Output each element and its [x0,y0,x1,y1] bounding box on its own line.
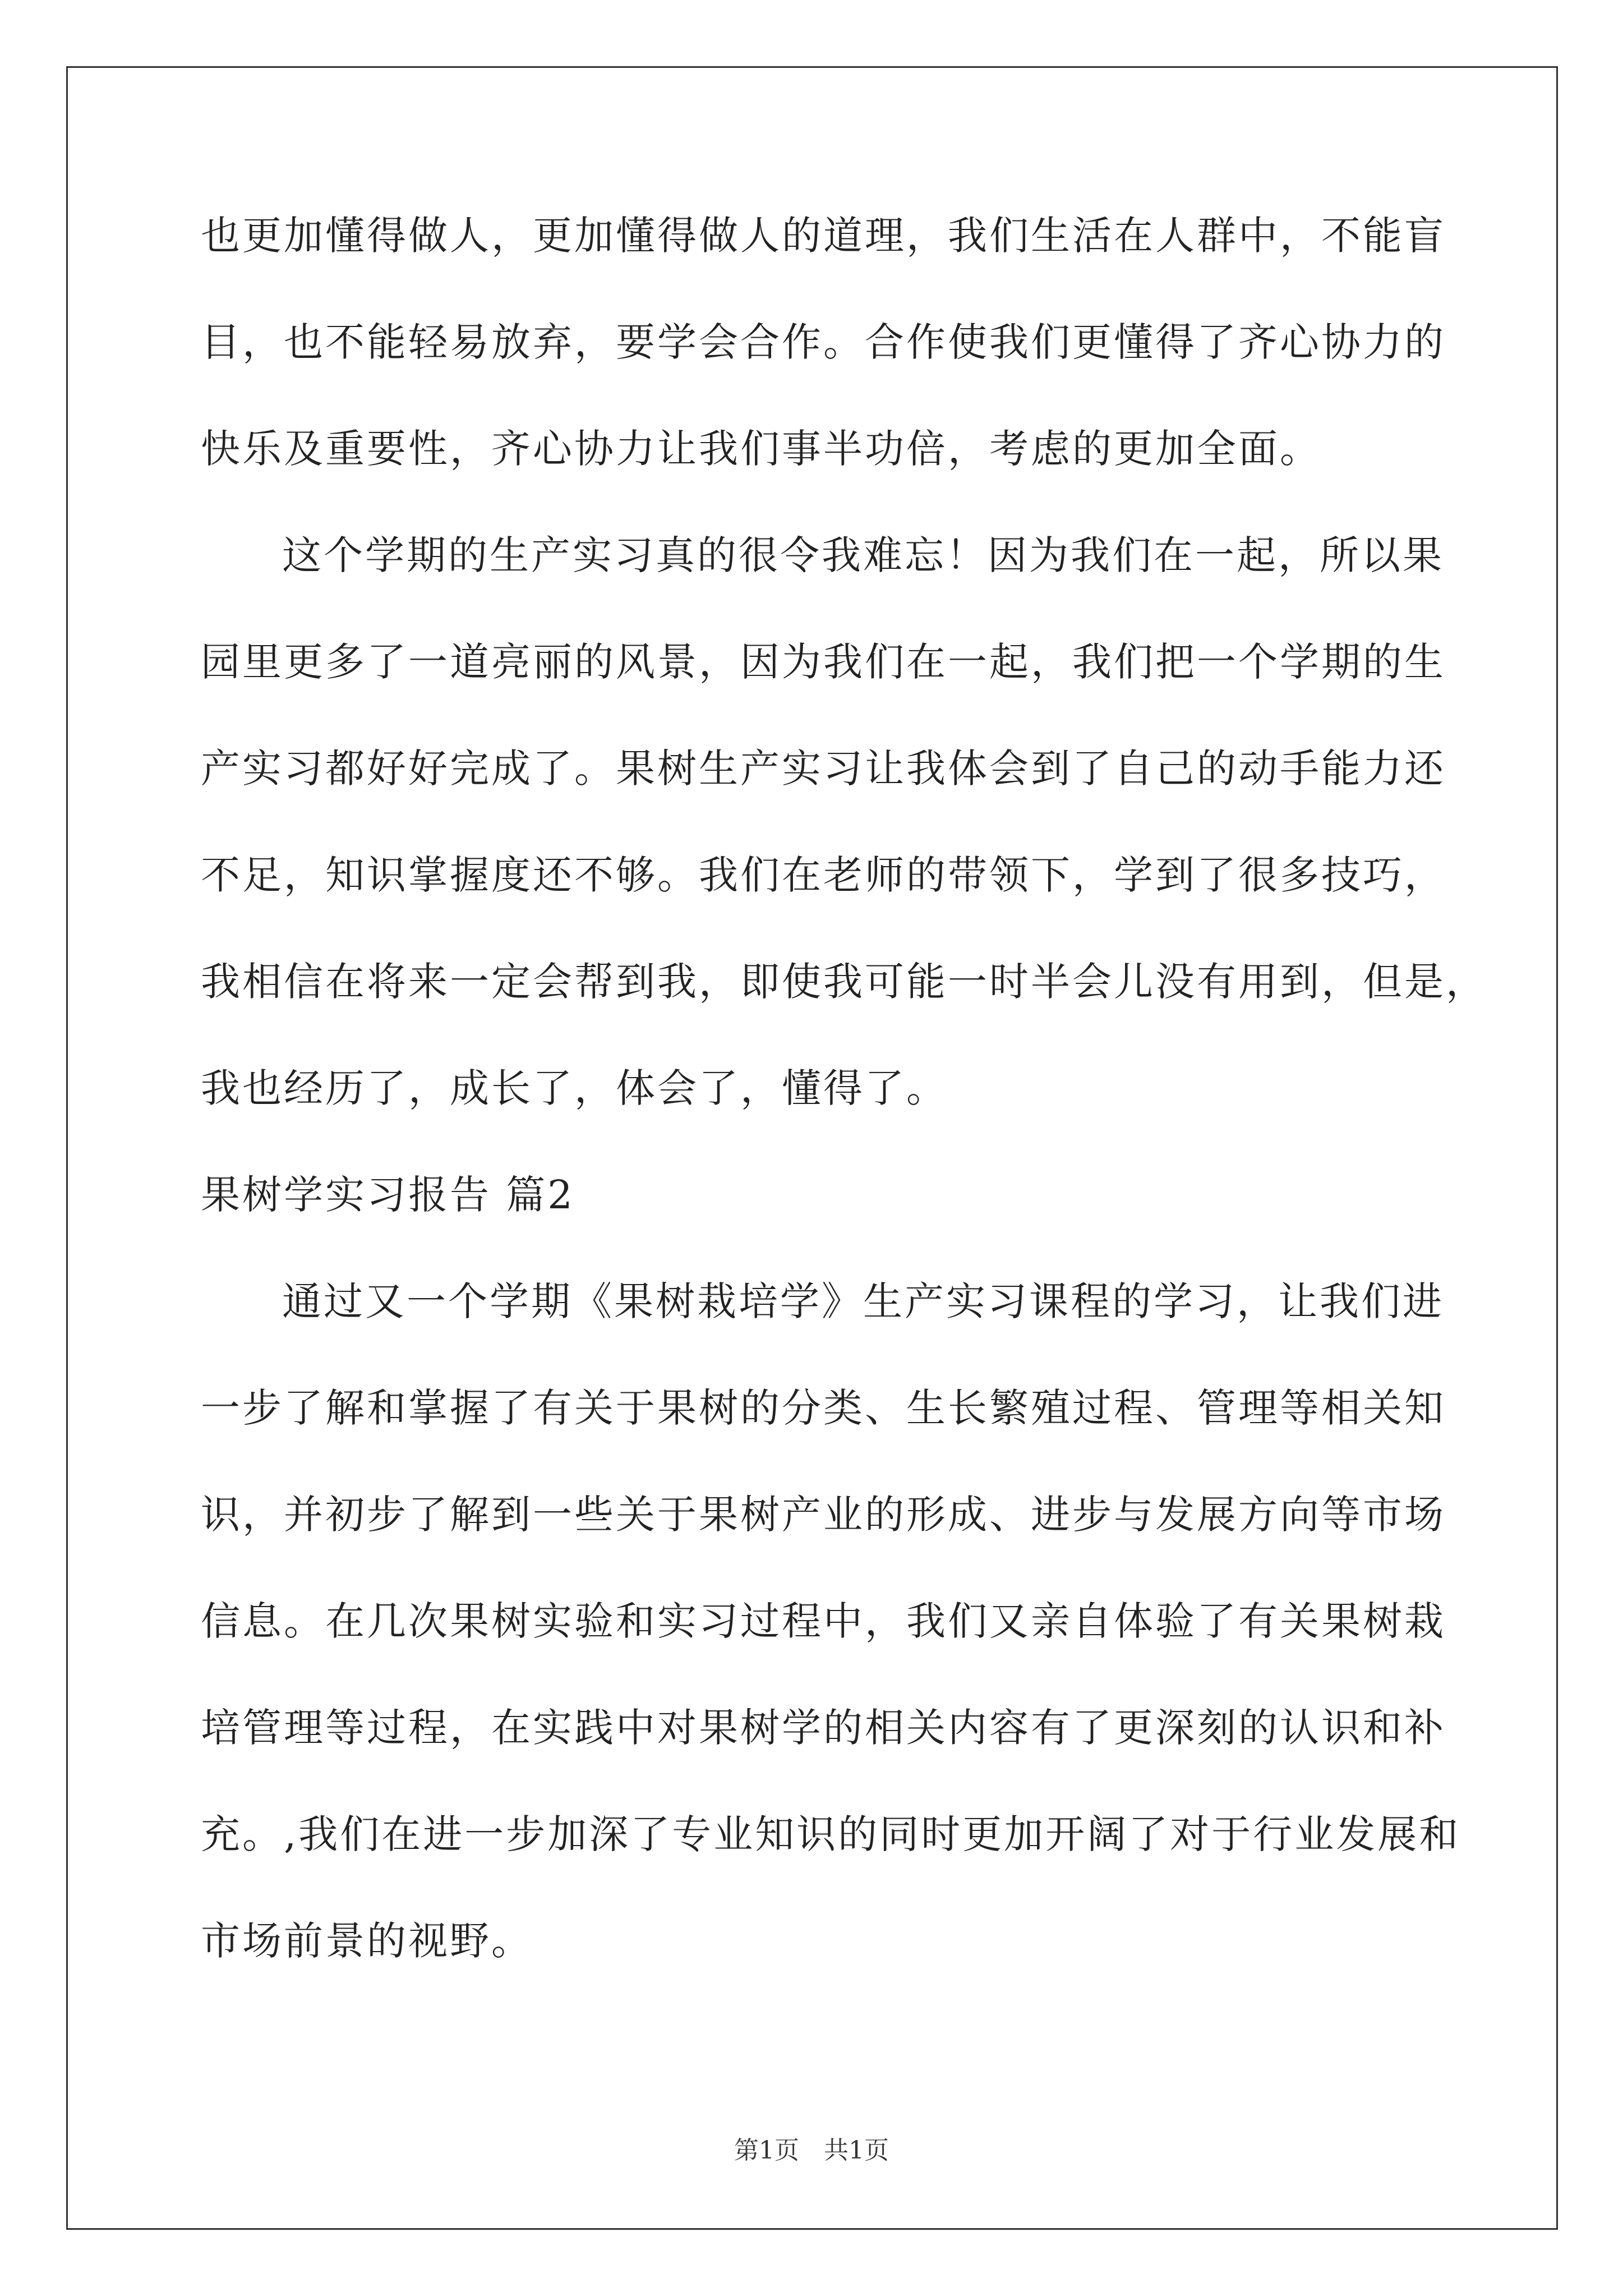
text-line: 通过又一个学期《果树栽培学》生产实习课程的学习，让我们进 [282,1278,1444,1324]
text-line: 目，也不能轻易放弃，要学会合作。合作使我们更懂得了齐心协力的 [201,319,1446,365]
text-line: 识，并初步了解到一些关于果树产业的形成、进步与发展方向等市场 [201,1492,1446,1538]
document-body [201,213,1487,2028]
text-line: 充。,我们在进一步加深了专业知识的同时更加开阔了对于行业发展和 [201,1811,1461,1857]
text-line: 我也经历了，成长了，体会了，懂得了。 [201,1065,948,1111]
text-line: 这个学期的生产实习真的很令我难忘！因为我们在一起，所以果 [282,532,1444,578]
text-line: 一步了解和掌握了有关于果树的分类、生长繁殖过程、管理等相关知 [201,1385,1446,1431]
text-line: 培管理等过程，在实践中对果树学的相关内容有了更深刻的认识和补 [201,1705,1446,1751]
text-line: 市场前景的视野。 [201,1918,533,1964]
text-line: 信息。在几次果树实验和实习过程中，我们又亲自体验了有关果树栽 [201,1598,1446,1644]
paragraph-1 [201,213,1446,472]
text-line: 也更加懂得做人，更加懂得做人的道理，我们生活在人群中，不能盲 [201,213,1446,259]
text-line: 园里更多了一道亮丽的风景，因为我们在一起，我们把一个学期的生 [201,639,1446,685]
paragraph-2 [201,532,1487,1111]
page-footer: 第1页 共1页 [734,2136,889,2165]
text-line: 快乐及重要性，齐心协力让我们事半功倍，考虑的更加全面。 [201,426,1321,472]
section-heading: 果树学实习报告 篇2 [201,1172,575,1218]
text-line: 我相信在将来一定会帮到我，即使我可能一时半会儿没有用到，但是， [201,959,1487,1005]
text-line: 产实习都好好完成了。果树生产实习让我体会到了自己的动手能力还 [201,746,1446,792]
text-line: 不足，知识掌握度还不够。我们在老师的带领下，学到了很多技巧， [201,852,1446,898]
paragraph-3 [201,1278,1461,1964]
